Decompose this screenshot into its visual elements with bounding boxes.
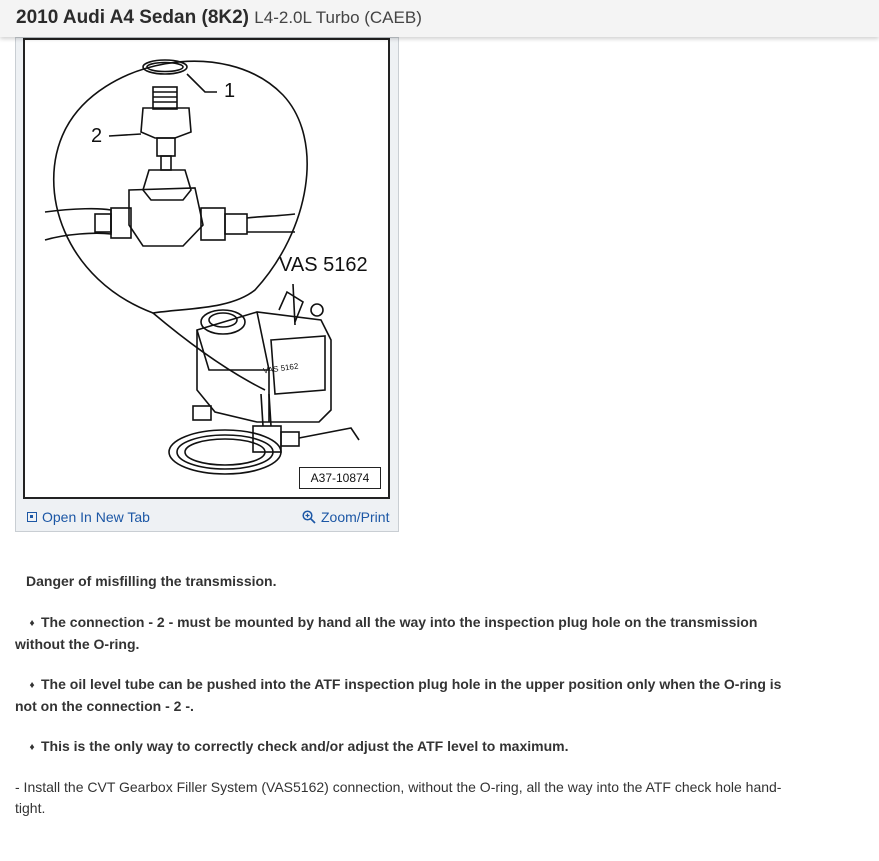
open-in-new-tab-link[interactable] <box>27 509 150 525</box>
caution-text: Danger of misfilling the transmission. <box>26 573 277 589</box>
bullet-item-2 <box>15 674 805 717</box>
can-label: VAS 5162 <box>262 361 299 376</box>
callout-2: 2 <box>91 125 103 147</box>
bullet-item-3 <box>15 736 805 758</box>
zoom-print-link[interactable] <box>302 509 389 525</box>
bullet-text-2: The oil level tube can be pushed into the ATF inspection plug hole in the upper position only when the O-ring is not on the connection - 2 -. <box>15 676 782 714</box>
tool-label: VAS 5162 <box>279 254 368 276</box>
engine-name: L4-2.0L Turbo (CAEB) <box>254 8 422 27</box>
vehicle-name: 2010 Audi A4 Sedan (8K2) <box>16 7 250 28</box>
technical-illustration[interactable] <box>23 38 390 499</box>
install-step-text: - Install the CVT Gearbox Filler System (VAS5162) connection, without the O-ring, all the way into the ATF check hole hand-tight. <box>15 779 782 816</box>
page-title <box>16 8 422 28</box>
diamond-bullet-icon: ♦ <box>29 680 35 691</box>
diamond-bullet-icon: ♦ <box>29 618 35 629</box>
figure-code: A37-10874 <box>299 467 381 489</box>
figure-card <box>15 37 399 532</box>
callout-1: 1 <box>224 80 236 102</box>
bullet-text-1: The connection - 2 - must be mounted by hand all the way into the inspection plug hole on the transmission without the O-ring. <box>15 614 758 652</box>
zoom-print-label: Zoom/Print <box>321 509 390 525</box>
open-in-new-tab-label: Open In New Tab <box>42 509 150 525</box>
bullet-item-1 <box>15 612 805 655</box>
bullet-text-3: This is the only way to correctly check and/or adjust the ATF level to maximum. <box>41 738 569 754</box>
diamond-bullet-icon: ♦ <box>29 742 35 753</box>
zoom-icon <box>302 510 316 524</box>
page-header <box>0 0 879 37</box>
open-tab-icon <box>27 512 37 522</box>
